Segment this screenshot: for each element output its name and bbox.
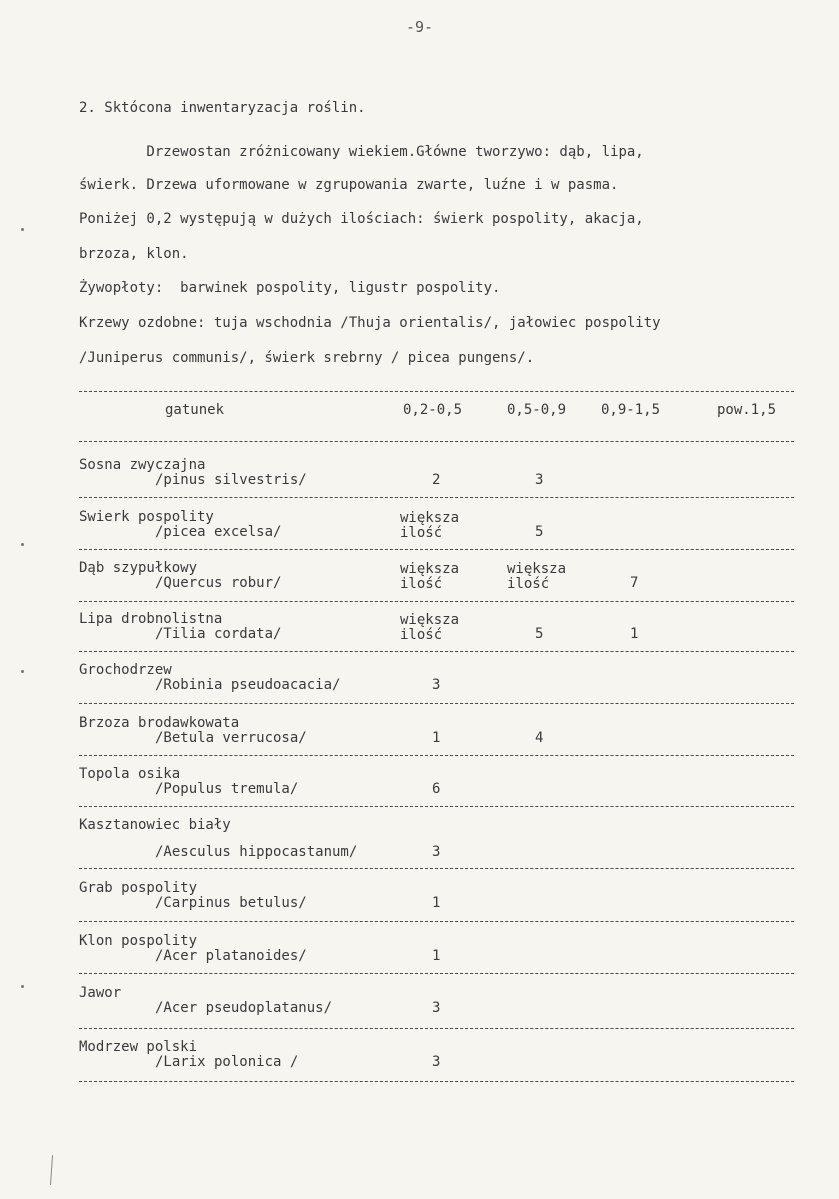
species-latin-name: /Carpinus betulus/ — [155, 895, 307, 911]
margin-mark — [50, 1155, 53, 1185]
dashed-rule — [79, 806, 794, 807]
species-name: Sosna zwyczajna — [79, 457, 206, 473]
paragraph-line: Krzewy ozdobne: tuja wschodnia /Thuja orientalis/, jałowiec pospolity — [79, 315, 661, 331]
species-latin-name: /Aesculus hippocastanum/ — [155, 844, 358, 860]
species-name: Dąb szypułkowy — [79, 560, 198, 576]
count-cell: 4 — [535, 730, 544, 746]
dashed-rule — [79, 703, 794, 704]
species-latin-name: /Tilia cordata/ — [155, 626, 282, 642]
species-latin-name: /Acer pseudoplatanus/ — [155, 1000, 333, 1016]
species-name: Klon pospolity — [79, 933, 198, 949]
count-cell: 1 — [630, 626, 639, 642]
count-cell: 5 — [535, 524, 544, 540]
paragraph-line: świerk. Drzewa uformowane w zgrupowania zwarte, luźne i w pasma. — [79, 177, 619, 193]
species-name: Swierk pospolity — [79, 509, 214, 525]
species-name: Grab pospolity — [79, 880, 198, 896]
species-name: Kasztanowiec biały — [79, 817, 231, 833]
count-cell: 1 — [432, 948, 441, 964]
dashed-rule — [79, 973, 794, 974]
dashed-rule — [79, 441, 794, 442]
dashed-rule — [79, 755, 794, 756]
dashed-rule — [79, 497, 794, 498]
species-name: Lipa drobnolistna — [79, 611, 223, 627]
punch-hole — [21, 985, 24, 988]
column-header: pow.1,5 — [717, 402, 777, 418]
column-header: 0,9-1,5 — [601, 402, 661, 418]
species-latin-name: /Acer platanoides/ — [155, 948, 307, 964]
species-name: Grochodrzew — [79, 662, 172, 678]
species-name: Topola osika — [79, 766, 181, 782]
page-number: -9- — [405, 18, 434, 36]
dashed-rule — [79, 1081, 794, 1082]
column-header: gatunek — [165, 402, 225, 418]
count-cell: 6 — [432, 781, 441, 797]
column-header: 0,5-0,9 — [507, 402, 567, 418]
paragraph-line: Żywopłoty: barwinek pospolity, ligustr pospolity. — [79, 280, 501, 296]
count-cell: większa ilość — [400, 510, 460, 541]
punch-hole — [21, 228, 24, 231]
paragraph-line: Drzewostan zróżnicowany wiekiem.Główne tworzywo: dąb, lipa, — [79, 144, 644, 160]
punch-hole — [21, 670, 24, 673]
paragraph-line: Poniżej 0,2 występują w dużych ilościach: świerk pospolity, akacja, — [79, 211, 644, 227]
species-latin-name: /Larix polonica / — [155, 1054, 299, 1070]
dashed-rule — [79, 651, 794, 652]
count-cell: większa ilość — [400, 612, 460, 643]
dashed-rule — [79, 868, 794, 869]
dashed-rule — [79, 601, 794, 602]
dashed-rule — [79, 921, 794, 922]
count-cell: 1 — [432, 895, 441, 911]
count-cell: 2 — [432, 472, 441, 488]
count-cell: większa ilość — [400, 561, 460, 592]
count-cell: 3 — [432, 1000, 441, 1016]
species-name: Modrzew polski — [79, 1039, 198, 1055]
dashed-rule — [79, 391, 794, 392]
count-cell: 7 — [630, 575, 639, 591]
count-cell: 3 — [535, 472, 544, 488]
species-latin-name: /Populus tremula/ — [155, 781, 299, 797]
species-latin-name: /Robinia pseudoacacia/ — [155, 677, 341, 693]
species-latin-name: /picea excelsa/ — [155, 524, 282, 540]
species-latin-name: /pinus silvestris/ — [155, 472, 307, 488]
section-heading: 2. Sktócona inwentaryzacja roślin. — [79, 100, 366, 116]
count-cell: 1 — [432, 730, 441, 746]
punch-hole — [21, 543, 24, 546]
dashed-rule — [79, 549, 794, 550]
species-name: Brzoza brodawkowata — [79, 715, 240, 731]
count-cell: większa ilość — [507, 561, 567, 592]
count-cell: 3 — [432, 1054, 441, 1070]
paragraph-line: brzoza, klon. — [79, 246, 189, 262]
count-cell: 3 — [432, 677, 441, 693]
paragraph-line: /Juniperus communis/, świerk srebrny / picea pungens/. — [79, 350, 535, 366]
count-cell: 3 — [432, 844, 441, 860]
count-cell: 5 — [535, 626, 544, 642]
dashed-rule — [79, 1028, 794, 1029]
species-name: Jawor — [79, 985, 122, 1001]
species-latin-name: /Betula verrucosa/ — [155, 730, 307, 746]
species-latin-name: /Quercus robur/ — [155, 575, 282, 591]
column-header: 0,2-0,5 — [403, 402, 463, 418]
